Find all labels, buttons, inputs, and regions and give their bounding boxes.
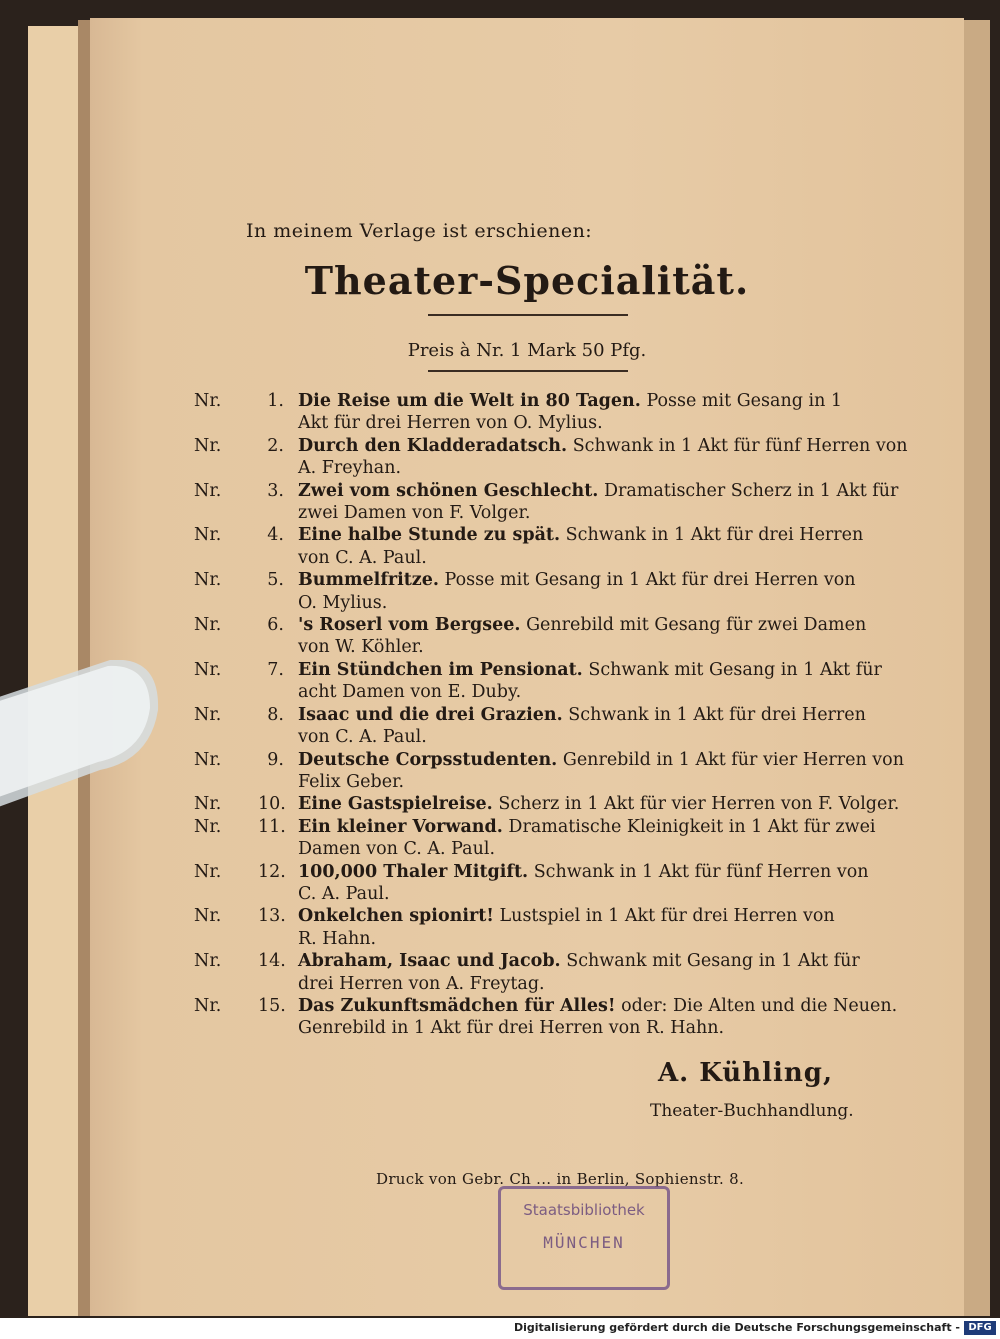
entry-nr-label: Nr. [194,995,222,1016]
entry-title: 100,000 Thaler Mitgift. [298,861,529,882]
entry-title: Das Zukunftsmädchen für Alles! [298,995,616,1016]
entry-number: 12. [258,861,286,882]
entry-title: Ein Stündchen im Pensionat. [298,659,583,680]
entry-body [298,749,934,771]
catalog-entry-continuation [194,547,934,569]
entry-number: 10. [258,794,286,815]
entry-nr-label: Nr. [194,749,222,770]
book-page [90,18,964,1316]
entry-title: Eine Gastspielreise. [298,794,493,815]
entry-description: Dramatische Kleinigkeit in 1 Akt für zwei [502,816,876,837]
entry-description: Schwank in 1 Akt für fünf Herren von [528,861,869,882]
entry-nr-label: Nr. [194,570,222,591]
entry-description: Genrebild in 1 Akt für vier Herren von [557,749,904,770]
intro-line: In meinem Verlage ist erschienen: [246,220,593,242]
entry-body [298,569,934,591]
stamp-line-2: MÜNCHEN [543,1233,625,1252]
catalog-entry [194,861,934,883]
entry-body [298,995,934,1017]
footer-credit: Digitalisierung gefördert durch die Deutsche Forschungsgemeinschaft - [513,1321,960,1334]
entry-description: Schwank in 1 Akt für drei Herren [560,525,864,546]
catalog-entry-continuation [194,883,934,905]
entry-nr-label: Nr. [194,480,222,501]
library-stamp [498,1186,670,1290]
entry-description-line2: acht Damen von E. Duby. [298,682,522,703]
entry-title: Deutsche Corpsstudenten. [298,749,558,770]
entry-number: 8. [267,704,284,725]
page-title: Theater-Specialität. [304,258,750,303]
entry-description-line2: zwei Damen von F. Volger. [298,503,531,524]
catalog-entry-continuation [194,636,934,658]
entry-nr-label: Nr. [194,816,222,837]
entry-title: Bummelfritze. [298,570,439,591]
catalog-entry [194,950,934,972]
title-rule-bottom [428,370,628,372]
price-line: Preis à Nr. 1 Mark 50 Pfg. [407,340,647,361]
entry-description-line2: Damen von C. A. Paul. [298,839,496,860]
entry-nr-label: Nr. [194,951,222,972]
entry-body [298,435,934,457]
entry-number: 11. [258,816,286,837]
entry-description-line2: von C. A. Paul. [298,727,427,748]
entry-number: 5. [267,570,284,591]
catalog-entry [194,704,934,726]
catalog-entry [194,435,934,457]
entry-body [298,614,934,636]
entry-description: Schwank mit Gesang in 1 Akt für [582,659,882,680]
entry-description-line2: drei Herren von A. Freytag. [298,973,545,994]
entry-description-line2: O. Mylius. [298,592,388,613]
catalog-entry [194,524,934,546]
entry-title: Onkelchen spionirt! [298,906,494,927]
entry-number: 3. [267,480,284,501]
entry-body [298,524,934,546]
entry-title: Durch den Kladderadatsch. [298,435,568,456]
entry-title: Ein kleiner Vorwand. [298,816,503,837]
entry-title: Zwei vom schönen Geschlecht. [298,480,599,501]
footer-bar [0,1318,1000,1339]
catalog-entry-continuation [194,592,934,614]
entry-number: 15. [258,995,286,1016]
catalog-entry [194,793,934,815]
catalog-entry [194,569,934,591]
entry-number: 13. [258,906,286,927]
entry-body [298,704,934,726]
catalog-entry [194,614,934,636]
entry-description: oder: Die Alten und die Neuen. [615,995,898,1016]
glass-page-holder-icon [0,660,172,810]
entry-title: Isaac und die drei Grazien. [298,704,563,725]
entry-description-line2: Felix Geber. [298,771,405,792]
catalog-entry-continuation [194,502,934,524]
entry-nr-label: Nr. [194,525,222,546]
title-rule-top [428,314,628,316]
catalog-entry [194,659,934,681]
printer-imprint: Druck von Gebr. Ch ... in Berlin, Sophienstr. 8. [376,1170,745,1188]
stamp-line-1: Staatsbibliothek [523,1201,645,1219]
entry-nr-label: Nr. [194,906,222,927]
entry-description-line2: von W. Köhler. [298,637,424,658]
dfg-logo-icon: DFG [964,1321,996,1335]
entry-description-line2: Genrebild in 1 Akt für drei Herren von R. Hahn. [298,1018,725,1039]
entry-nr-label: Nr. [194,794,222,815]
entry-body [298,659,934,681]
catalog-entry-continuation [194,726,934,748]
entry-nr-label: Nr. [194,861,222,882]
catalog-entry [194,995,934,1017]
entry-body [298,390,934,412]
entry-description: Scherz in 1 Akt für vier Herren von F. Volger. [492,794,900,815]
entry-description: Posse mit Gesang in 1 [640,391,843,411]
entry-description: Schwank mit Gesang in 1 Akt für [560,951,860,972]
entry-body [298,793,934,815]
entry-description: Genrebild mit Gesang für zwei Damen [520,615,867,636]
entry-title: 's Roserl vom Bergsee. [298,615,521,636]
catalog-entry [194,816,934,838]
entry-title: Die Reise um die Welt in 80 Tagen. [298,391,641,411]
entry-title: Eine halbe Stunde zu spät. [298,525,561,546]
publisher-subtitle: Theater-Buchhandlung. [650,1101,854,1121]
entry-nr-label: Nr. [194,704,222,725]
catalog-entry-continuation [194,412,934,434]
entry-description: Schwank in 1 Akt für fünf Herren von [567,435,908,456]
entry-number: 1. [267,391,284,411]
entry-number: 14. [258,951,286,972]
entry-body [298,861,934,883]
entry-body [298,905,934,927]
catalog-entry-continuation [194,1017,934,1039]
catalog-entry-continuation [194,838,934,860]
publisher-name: A. Kühling, [658,1058,833,1088]
entry-body [298,816,934,838]
catalog-entry-continuation [194,457,934,479]
entry-number: 2. [267,435,284,456]
entry-description: Dramatischer Scherz in 1 Akt für [598,480,899,501]
entry-nr-label: Nr. [194,615,222,636]
catalog-entry [194,749,934,771]
catalog-list [194,390,934,1040]
entry-number: 6. [267,615,284,636]
entry-description-line2: R. Hahn. [298,928,377,949]
catalog-entry [194,480,934,502]
entry-description: Lustspiel in 1 Akt für drei Herren von [493,906,835,927]
entry-description-line2: C. A. Paul. [298,883,390,904]
catalog-entry-continuation [194,973,934,995]
catalog-entry-continuation [194,928,934,950]
entry-description-line2: A. Freyhan. [298,458,402,479]
entry-nr-label: Nr. [194,659,222,680]
page-content [90,18,964,1316]
entry-title: Abraham, Isaac und Jacob. [298,951,561,972]
entry-description-line2: Akt für drei Herren von O. Mylius. [298,413,603,434]
entry-description: Posse mit Gesang in 1 Akt für drei Herren von [438,570,856,591]
entry-description-line2: von C. A. Paul. [298,547,427,568]
entry-description: Schwank in 1 Akt für drei Herren [562,704,866,725]
catalog-entry [194,905,934,927]
entry-number: 4. [267,525,284,546]
entry-number: 9. [267,749,284,770]
entry-nr-label: Nr. [194,391,222,411]
catalog-entry-continuation [194,681,934,703]
catalog-entry [194,390,934,412]
entry-body [298,950,934,972]
entry-body [298,480,934,502]
catalog-entry-continuation [194,771,934,793]
entry-number: 7. [267,659,284,680]
entry-nr-label: Nr. [194,435,222,456]
